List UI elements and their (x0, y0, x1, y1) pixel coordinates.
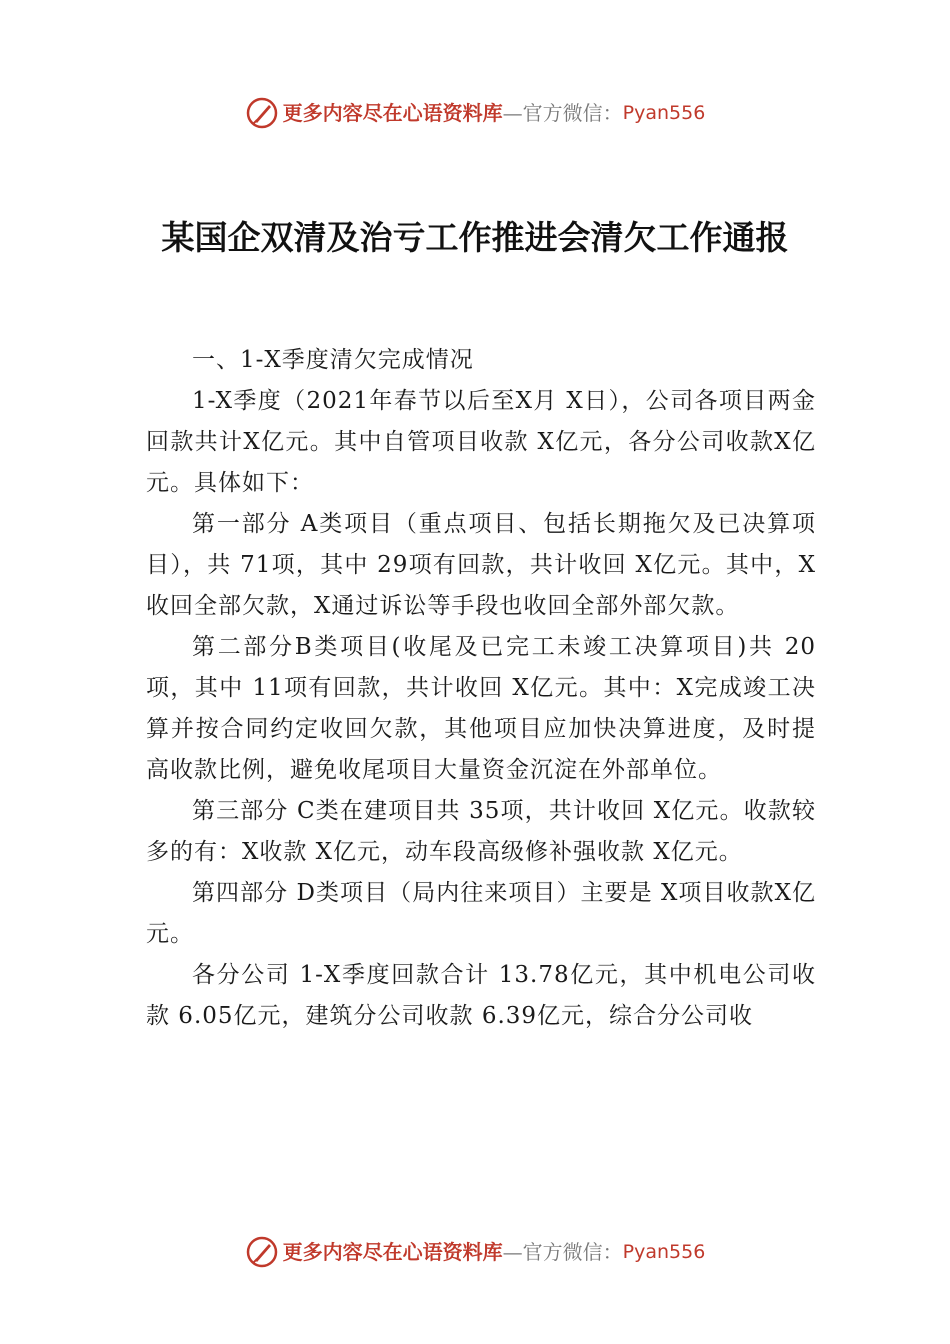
body-paragraph: 第三部分 C类在建项目共 35项，共计收回 X亿元。收款较多的有：X收款 X亿元，动车段高级修补强收款 X亿元。 (146, 798, 816, 865)
body-paragraph: 各分公司 1-X季度回款合计 13.78亿元，其中机电公司收款 6.05亿元，建筑分公司收款 6.39亿元，综合分公司收 (146, 962, 816, 1029)
body-paragraph: 第二部分B类项目(收尾及已完工未竣工决算项目)共 20项，其中 11项有回款，共计收回 X亿元。其中：X完成竣工决算并按合同约定收回欠款，其他项目应加快决算进度，及时提高收款比例，避免收尾项目大量资金沉淀在外部单位。 (146, 634, 816, 783)
document-body (146, 340, 816, 1037)
banner-library-text: 更多内容尽在心语资料库 (282, 1240, 503, 1264)
quill-logo-icon (245, 1235, 279, 1269)
quill-logo-icon (245, 96, 279, 130)
body-paragraph: 1-X季度（2021年春节以后至X月 X日），公司各项目两金回款共计X亿元。其中自管项目收款 X亿元，各分公司收款X亿元。具体如下： (146, 388, 816, 496)
banner-wechat-label: —官方微信： (502, 101, 623, 125)
footer-watermark-banner (0, 1232, 950, 1272)
section-heading: 一、1-X季度清欠完成情况 (192, 347, 474, 373)
banner-library-text: 更多内容尽在心语资料库 (282, 101, 503, 125)
banner-wechat-id: Pyan556 (622, 102, 706, 124)
body-paragraph: 第一部分 A类项目（重点项目、包括长期拖欠及已决算项目），共 71项，其中 29项有回款，共计收回 X亿元。其中，X收回全部欠款，X通过诉讼等手段也收回全部外部欠款。 (146, 511, 816, 619)
document-title: 某国企双清及治亏工作推进会清欠工作通报 (161, 218, 789, 257)
header-watermark-banner (0, 93, 950, 133)
banner-wechat-id: Pyan556 (622, 1241, 706, 1263)
body-paragraph: 第四部分 D类项目（局内往来项目）主要是 X项目收款X亿元。 (146, 880, 816, 947)
banner-wechat-label: —官方微信： (502, 1240, 623, 1264)
